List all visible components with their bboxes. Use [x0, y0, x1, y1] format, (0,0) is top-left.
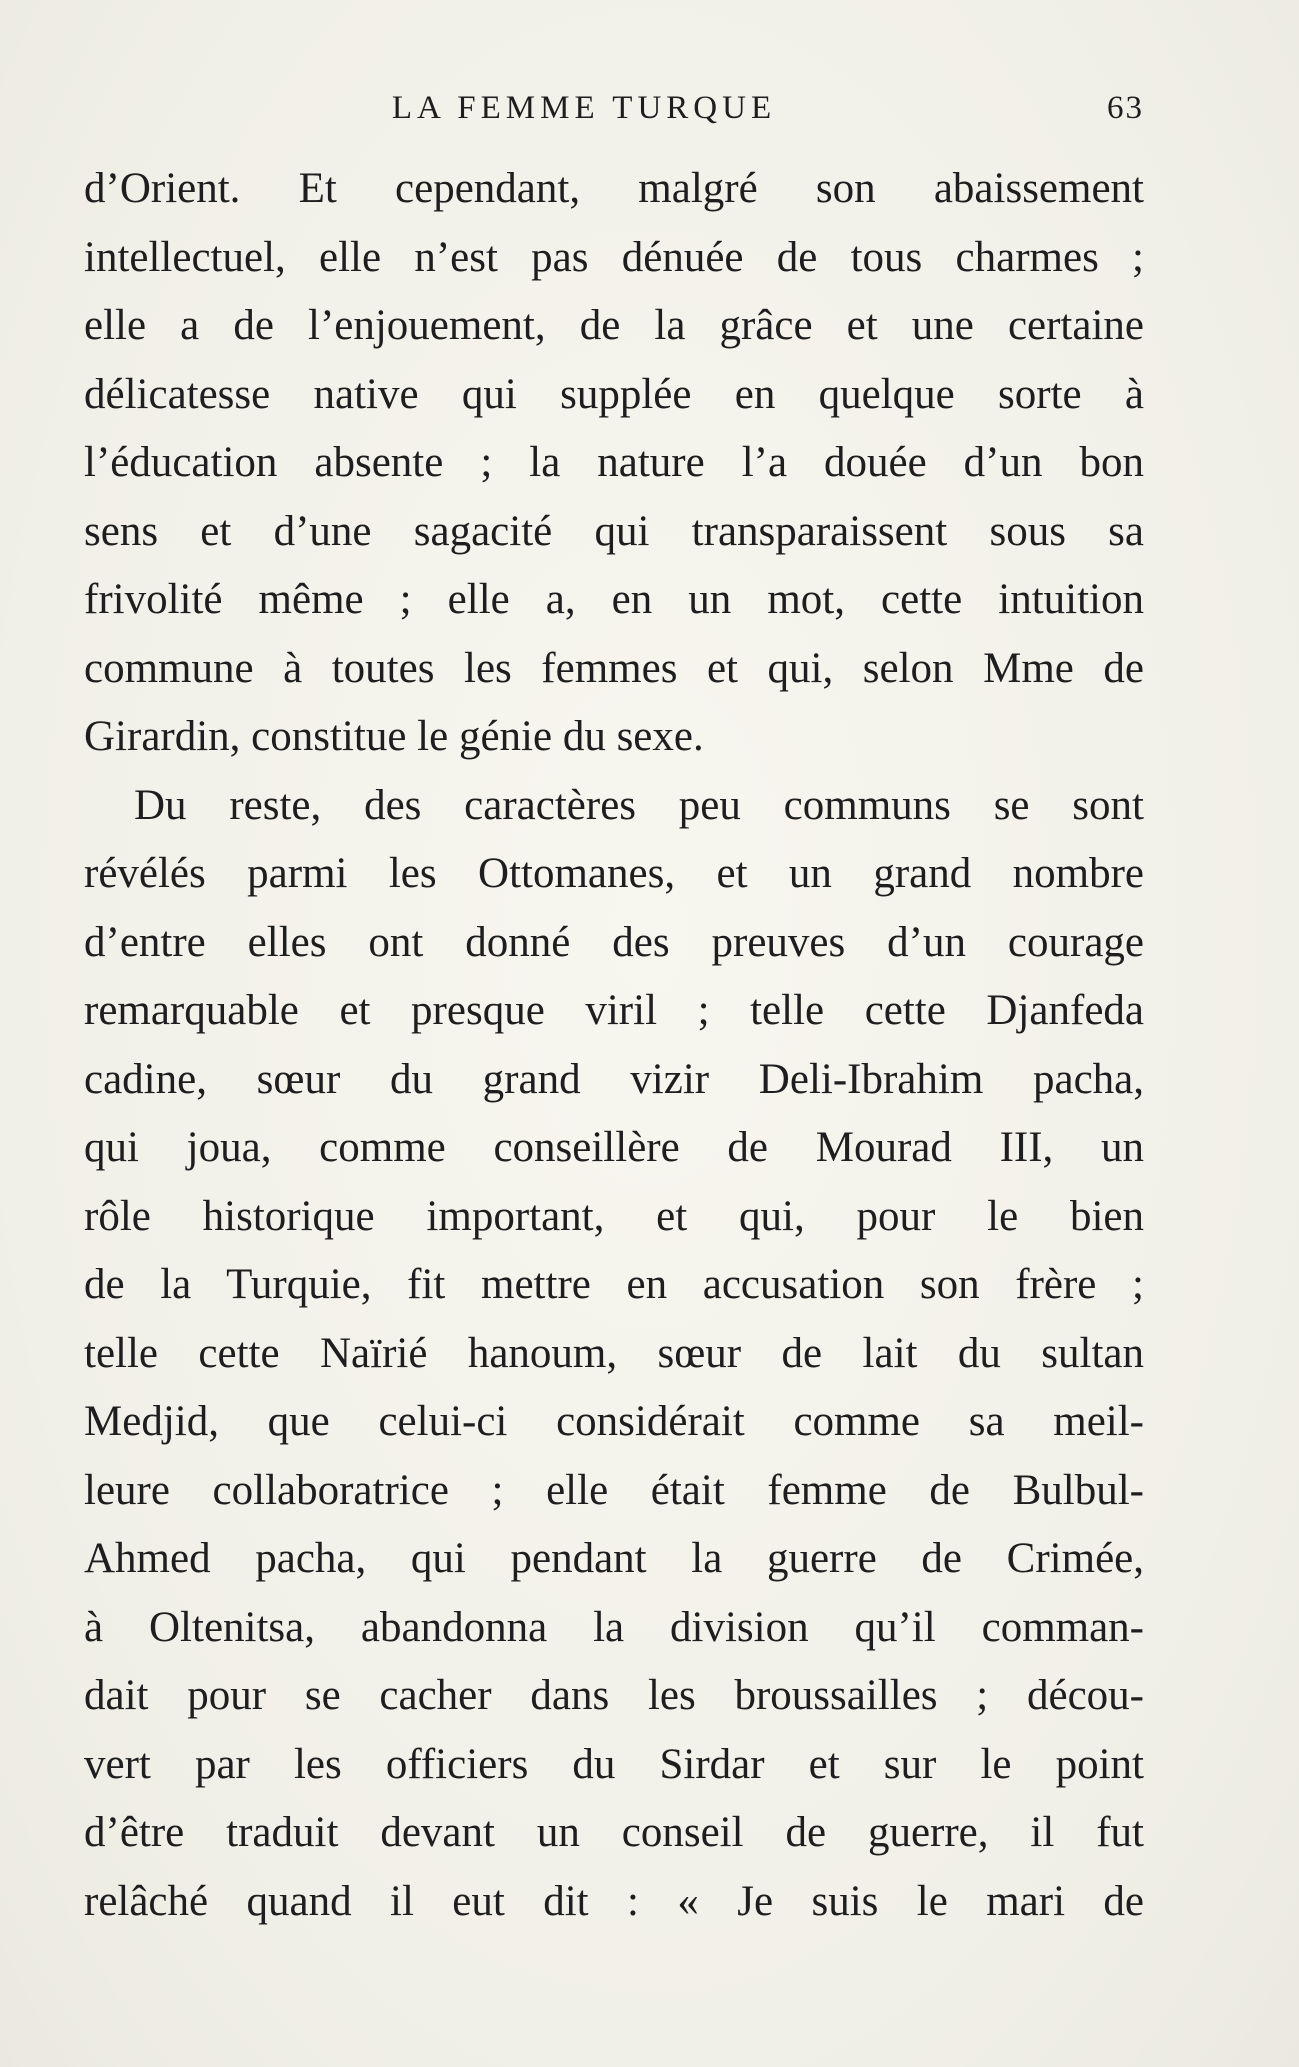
text-line: intellectuel, elle n’est pas dénuée de tous charmes ;: [84, 233, 1144, 281]
text-line: d’entre elles ont donné des preuves d’un courage: [84, 918, 1144, 966]
text-line: révélés parmi les Ottomanes, et un grand nombre: [84, 850, 1144, 897]
text-line: commune à toutes les femmes et qui, selon Mme de: [84, 644, 1144, 692]
text-line: relâché quand il eut dit : « Je suis le mari de: [84, 1877, 1144, 1925]
text-line: délicatesse native qui supplée en quelque sorte à: [84, 370, 1144, 418]
body-text: [84, 155, 1144, 1936]
text-line: Medjid, que celui-ci considérait comme sa meil-: [84, 1398, 1144, 1445]
running-title: LA FEMME TURQUE: [391, 90, 777, 126]
text-line: qui joua, comme conseillère de Mourad III, un: [84, 1124, 1144, 1171]
text-line: frivolité même ; elle a, en un mot, cette intuition: [84, 576, 1144, 623]
text-line: d’Orient. Et cependant, malgré son abaissement: [84, 165, 1144, 212]
text-line: Ahmed pacha, qui pendant la guerre de Crimée,: [84, 1535, 1144, 1582]
text-line: leure collaboratrice ; elle était femme de Bulbul-: [84, 1466, 1144, 1514]
text-line: à Oltenitsa, abandonna la division qu’il comman-: [84, 1603, 1144, 1651]
paragraph-start-line: Du reste, des caractères peu communs se sont: [134, 781, 1144, 829]
text-line: remarquable et presque viril ; telle cette Djanfeda: [84, 987, 1144, 1034]
text-line: cadine, sœur du grand vizir Deli-Ibrahim pacha,: [84, 1055, 1144, 1103]
paragraph-end-line: Girardin, constitue le génie du sexe.: [84, 713, 704, 760]
text-line: vert par les officiers du Sirdar et sur le point: [84, 1740, 1144, 1788]
text-line: l’éducation absente ; la nature l’a douée d’un bon: [84, 439, 1144, 486]
running-head: [84, 84, 1144, 132]
text-line: rôle historique important, et qui, pour le bien: [84, 1192, 1144, 1240]
text-line: telle cette Naïrié hanoum, sœur de lait du sultan: [84, 1329, 1144, 1377]
page-number: 63: [1107, 90, 1144, 126]
text-line: sens et d’une sagacité qui transparaissent sous sa: [84, 507, 1144, 555]
text-line: elle a de l’enjouement, de la grâce et une certaine: [84, 302, 1144, 349]
text-line: d’être traduit devant un conseil de guerre, il fut: [84, 1809, 1144, 1856]
text-line: dait pour se cacher dans les broussailles ; décou-: [84, 1672, 1144, 1719]
text-line: de la Turquie, fit mettre en accusation son frère ;: [84, 1261, 1144, 1308]
